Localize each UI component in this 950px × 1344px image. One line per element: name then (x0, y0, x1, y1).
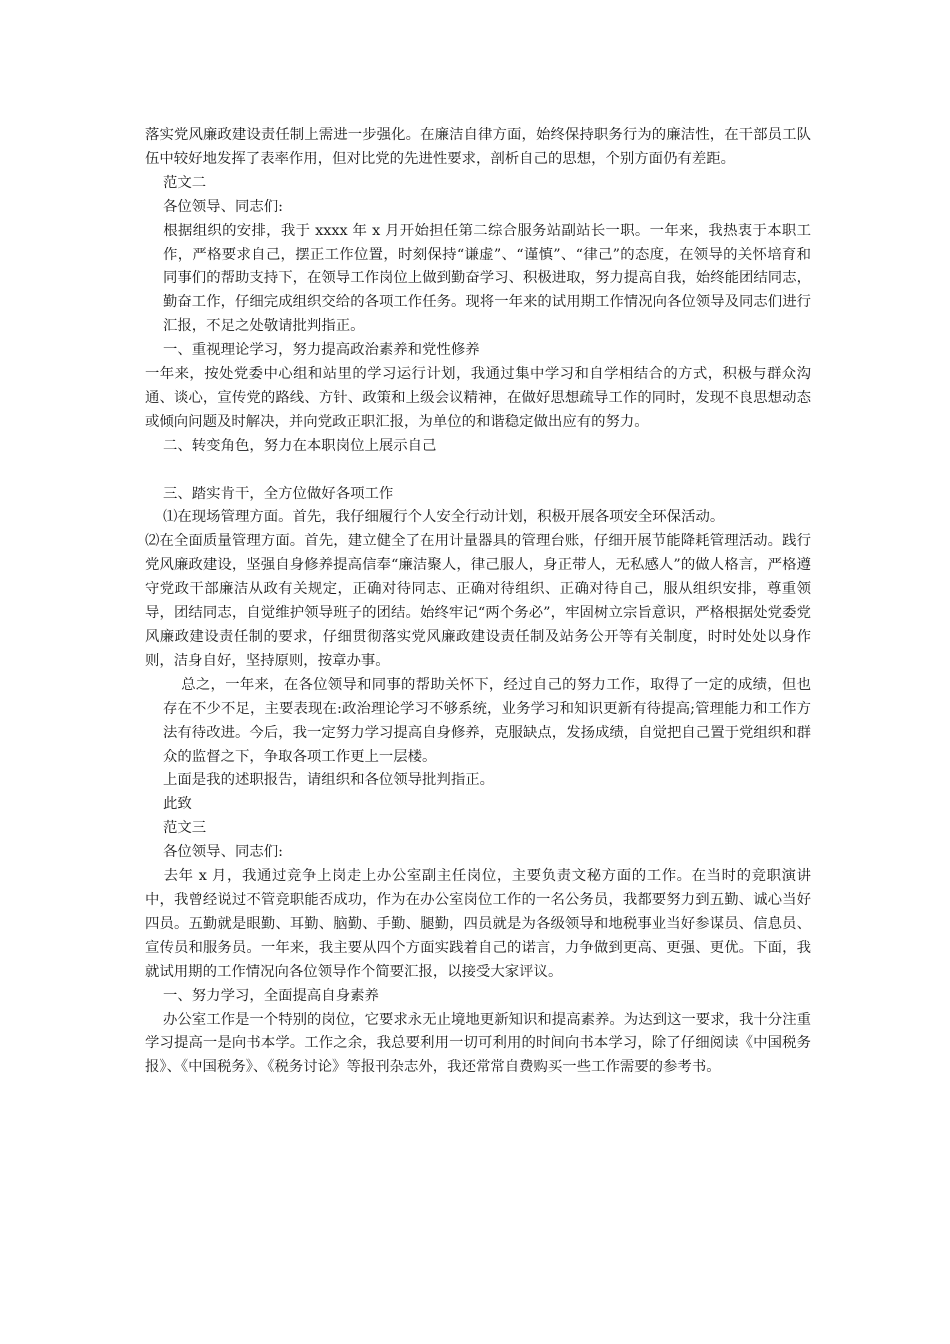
paragraph-quality-management: ⑵在全面质量管理方面。首先，建立健全了在用计量器具的管理台账，仔细开展节能降耗管理活动。践行党风廉政建设，坚强自身修养提高信奉“廉洁聚人，律己服人，身正带人，无私感人”的做人格言，严格遵守党政干部廉洁从政有关规定，正确对待同志、正确对待组织、正确对待自己，服从组织安排，尊重领导，团结同志，自觉维护领导班子的团结。始终牢记“两个务必”，牢固树立宗旨意识，严格根据处党委党风廉政建设责任制的要求，仔细贯彻落实党风廉政建设责任制及站务公开等有关制度，时时处处以身作则，洁身自好，坚持原则，按章办事。 (145, 533, 811, 669)
salutation-two: 各位领导、同志们: (163, 844, 283, 861)
subheading-role-change: 二、转变角色，努力在本职岗位上展示自己 (163, 437, 437, 454)
paragraph-office-work: 办公室工作是一个特别的岗位，它要求永无止境地更新知识和提高素养。为达到这一要求，我十分注重学习提高一是向书本学。工作之余，我总要利用一切可利用的时间向书本学习，除了仔细阅读《中国税务报》、《中国税务》、《税务讨论》等报刊杂志外，我还常常自费购买一些工作需要的参考书。 (145, 1011, 811, 1076)
paragraph-theory-study: 一年来，按处党委中心组和站里的学习运行计划，我通过集中学习和自学相结合的方式，积极与群众沟通、谈心，宣传党的路线、方针、政策和上级会议精神，在做好思想疏导工作的同时，发现不良思想动态或倾向问题及时解决，并向党政正职汇报，为单位的和谐稳定做出应有的努力。 (145, 366, 811, 430)
paragraph-intro: 根据组织的安排，我于 xxxx 年 x 月开始担任第二综合服务站副站长一职。一年来，我热衷于本职工作，严格要求自己，摆正工作位置，时刻保持“谦虚”、“谨慎”、“律己”的态度，在领导的关怀培育和同事们的帮助支持下，在领导工作岗位上做到勤奋学习、积极进取，努力提高自我，始终能团结同志，勤奋工作，仔细完成组织交给的各项工作任务。现将一年来的试用期工作情况向各位领导及同志们进行汇报，不足之处敬请批判指正。 (163, 222, 811, 335)
subheading-hard-work: 三、踏实肯干，全方位做好各项工作 (163, 485, 394, 502)
paragraph-competition: 去年 x 月，我通过竞争上岗走上办公室副主任岗位，主要负责文秘方面的工作。在当时的竞职演讲中，我曾经说过不管竞职能否成功，作为在办公室岗位工作的一名公务员，我都要努力到五勤、诚心当好四员。五勤就是眼勤、耳勤、脑勤、手勤、腿勤，四员就是为各级领导和地税事业当好参谋员、信息员、宣传员和服务员。一年来，我主要从四个方面实践着自己的诺言，力争做到更高、更强、更优。下面，我就试用期的工作情况向各位领导作个简要汇报，以接受大家评议。 (145, 868, 811, 980)
section-heading-sample-two: 范文二 (163, 174, 207, 191)
paragraph-closing: 上面是我的述职报告，请组织和各位领导批判指正。 (163, 772, 494, 789)
blank-line (145, 459, 811, 483)
subheading-study: 一、努力学习，全面提高自身素养 (163, 987, 379, 1004)
paragraph-continuation: 落实党风廉政建设责任制上需进一步强化。在廉洁自律方面，始终保持职务行为的廉洁性，在干部员工队伍中较好地发挥了表率作用，但对比党的先进性要求，剖析自己的思想，个别方面仍有差距。 (145, 127, 811, 167)
section-heading-sample-three: 范文三 (163, 820, 207, 837)
salutation: 各位领导、同志们: (163, 198, 283, 215)
subheading-theory-study: 一、重视理论学习，努力提高政治素养和党性修养 (163, 342, 480, 359)
paragraph-site-management: ⑴在现场管理方面。首先，我仔细履行个人安全行动计划，积极开展各项安全环保活动。 (163, 509, 725, 526)
closing-phrase: 此致 (163, 796, 192, 813)
paragraph-summary: 总之，一年来，在各位领导和同事的帮助关怀下，经过自己的努力工作，取得了一定的成绩，但也存在不少不足，主要表现在:政治理论学习不够系统，业务学习和知识更新有待提高;管理能力和工作方法有待改进。今后，我一定努力学习提高自身修养，克服缺点，发扬成绩，自觉把自己置于党组织和群众的监督之下，争取各项工作更上一层楼。 (163, 676, 811, 765)
document-body (145, 124, 811, 1080)
